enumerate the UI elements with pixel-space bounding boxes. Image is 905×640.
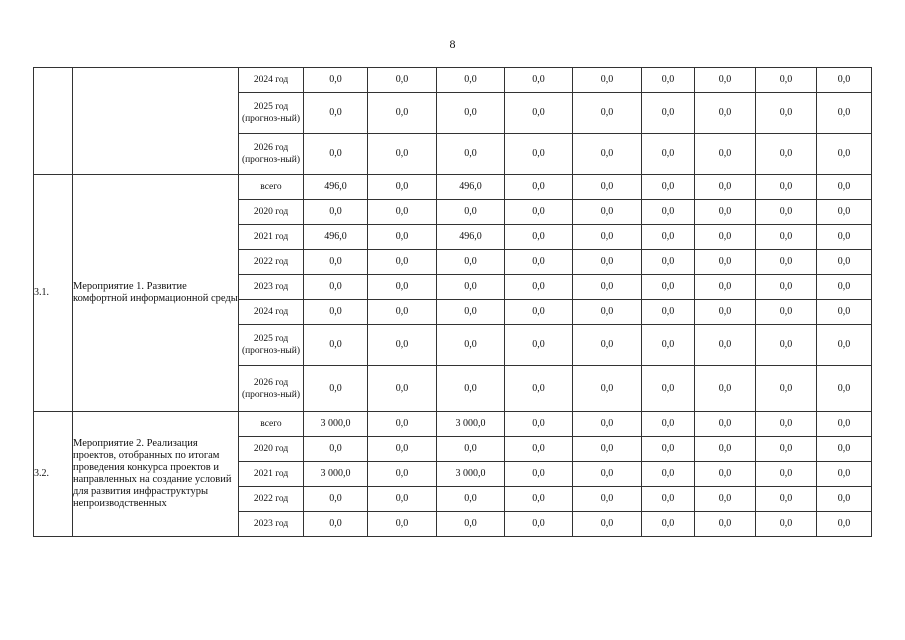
value-cell: 0,0	[505, 366, 573, 412]
value-cell: 0,0	[573, 275, 642, 300]
value-cell: 0,0	[817, 225, 872, 250]
value-cell: 0,0	[573, 200, 642, 225]
value-cell: 0,0	[642, 462, 695, 487]
value-cell: 0,0	[368, 68, 437, 93]
value-cell: 0,0	[304, 487, 368, 512]
value-cell: 496,0	[437, 225, 505, 250]
value-cell: 0,0	[756, 300, 817, 325]
value-cell: 0,0	[368, 412, 437, 437]
value-cell: 0,0	[695, 250, 756, 275]
value-cell: 0,0	[756, 68, 817, 93]
value-cell: 0,0	[437, 325, 505, 366]
value-cell: 0,0	[437, 200, 505, 225]
value-cell: 0,0	[817, 300, 872, 325]
value-cell: 0,0	[304, 366, 368, 412]
value-cell: 0,0	[368, 325, 437, 366]
value-cell: 3 000,0	[437, 412, 505, 437]
value-cell: 0,0	[505, 225, 573, 250]
value-cell: 0,0	[642, 512, 695, 537]
value-cell: 0,0	[505, 487, 573, 512]
value-cell: 496,0	[304, 225, 368, 250]
value-cell: 0,0	[505, 325, 573, 366]
value-cell: 0,0	[695, 487, 756, 512]
value-cell: 0,0	[695, 275, 756, 300]
value-cell: 0,0	[817, 175, 872, 200]
value-cell: 0,0	[505, 200, 573, 225]
value-cell: 0,0	[437, 512, 505, 537]
value-cell: 0,0	[817, 437, 872, 462]
value-cell: 0,0	[817, 366, 872, 412]
value-cell: 0,0	[642, 200, 695, 225]
value-cell: 0,0	[817, 412, 872, 437]
value-cell: 0,0	[695, 68, 756, 93]
value-cell: 0,0	[817, 134, 872, 175]
value-cell: 0,0	[642, 68, 695, 93]
value-cell: 496,0	[437, 175, 505, 200]
value-cell: 0,0	[437, 68, 505, 93]
value-cell: 0,0	[817, 250, 872, 275]
item-name-cell: Мероприятие 1. Развитие комфортной информационной среды	[73, 175, 239, 412]
value-cell: 0,0	[304, 93, 368, 134]
item-name-cell: Мероприятие 2. Реализация проектов, отобранных по итогам проведения конкурса проектов и направленных на создание условий для развития инфраструктуры непроизводственных	[73, 412, 239, 537]
value-cell: 0,0	[817, 462, 872, 487]
value-cell: 0,0	[368, 462, 437, 487]
value-cell: 0,0	[695, 93, 756, 134]
value-cell: 0,0	[695, 412, 756, 437]
value-cell: 0,0	[573, 175, 642, 200]
value-cell: 0,0	[695, 134, 756, 175]
value-cell: 0,0	[368, 134, 437, 175]
value-cell: 0,0	[505, 68, 573, 93]
value-cell: 0,0	[505, 437, 573, 462]
value-cell: 0,0	[695, 300, 756, 325]
value-cell: 0,0	[505, 300, 573, 325]
value-cell: 0,0	[756, 437, 817, 462]
value-cell: 0,0	[817, 325, 872, 366]
value-cell: 0,0	[642, 487, 695, 512]
value-cell: 0,0	[573, 412, 642, 437]
value-cell: 0,0	[817, 93, 872, 134]
year-cell: всего	[239, 175, 304, 200]
value-cell: 0,0	[573, 225, 642, 250]
value-cell: 0,0	[573, 250, 642, 275]
year-cell: 2020 год	[239, 200, 304, 225]
value-cell: 0,0	[505, 175, 573, 200]
value-cell: 0,0	[695, 175, 756, 200]
value-cell: 0,0	[304, 200, 368, 225]
value-cell: 0,0	[756, 175, 817, 200]
value-cell: 0,0	[642, 437, 695, 462]
value-cell: 0,0	[368, 93, 437, 134]
year-cell: 2023 год	[239, 275, 304, 300]
value-cell: 0,0	[642, 225, 695, 250]
value-cell: 0,0	[368, 200, 437, 225]
value-cell: 0,0	[368, 175, 437, 200]
value-cell: 0,0	[756, 366, 817, 412]
value-cell: 0,0	[304, 512, 368, 537]
table-row	[34, 68, 872, 93]
value-cell: 0,0	[505, 512, 573, 537]
item-number-cell: 3.1.	[34, 175, 73, 412]
year-cell: 2022 год	[239, 250, 304, 275]
value-cell: 0,0	[505, 93, 573, 134]
value-cell: 0,0	[304, 250, 368, 275]
value-cell: 0,0	[368, 275, 437, 300]
value-cell: 0,0	[304, 325, 368, 366]
value-cell: 0,0	[642, 175, 695, 200]
value-cell: 0,0	[695, 437, 756, 462]
value-cell: 0,0	[695, 366, 756, 412]
value-cell: 0,0	[368, 366, 437, 412]
value-cell: 0,0	[756, 412, 817, 437]
value-cell: 0,0	[437, 275, 505, 300]
value-cell: 0,0	[573, 93, 642, 134]
value-cell: 0,0	[756, 325, 817, 366]
year-cell: 2024 год	[239, 68, 304, 93]
value-cell: 0,0	[642, 325, 695, 366]
value-cell: 0,0	[817, 512, 872, 537]
value-cell: 0,0	[437, 250, 505, 275]
value-cell: 0,0	[505, 275, 573, 300]
value-cell: 0,0	[304, 437, 368, 462]
page-number: 8	[449, 37, 456, 51]
value-cell: 0,0	[695, 512, 756, 537]
value-cell: 0,0	[368, 300, 437, 325]
value-cell: 3 000,0	[437, 462, 505, 487]
value-cell: 0,0	[573, 437, 642, 462]
year-cell: 2022 год	[239, 487, 304, 512]
table-row	[34, 175, 872, 200]
value-cell: 0,0	[437, 487, 505, 512]
value-cell: 0,0	[505, 134, 573, 175]
item-number-cell: 3.2.	[34, 412, 73, 537]
value-cell: 0,0	[756, 225, 817, 250]
value-cell: 0,0	[573, 487, 642, 512]
value-cell: 0,0	[368, 225, 437, 250]
value-cell: 3 000,0	[304, 412, 368, 437]
value-cell: 0,0	[695, 462, 756, 487]
year-cell: 2026 год (прогноз-ный)	[239, 134, 304, 175]
value-cell: 0,0	[573, 68, 642, 93]
value-cell: 0,0	[304, 275, 368, 300]
value-cell: 0,0	[368, 487, 437, 512]
value-cell: 0,0	[817, 275, 872, 300]
value-cell: 0,0	[304, 68, 368, 93]
value-cell: 0,0	[573, 134, 642, 175]
table-row	[34, 412, 872, 437]
value-cell: 0,0	[695, 225, 756, 250]
year-cell: 2021 год	[239, 462, 304, 487]
value-cell: 0,0	[437, 134, 505, 175]
value-cell: 0,0	[505, 462, 573, 487]
value-cell: 0,0	[573, 325, 642, 366]
value-cell: 0,0	[642, 250, 695, 275]
value-cell: 0,0	[437, 366, 505, 412]
year-cell: 2025 год (прогноз-ный)	[239, 93, 304, 134]
value-cell: 0,0	[756, 250, 817, 275]
value-cell: 0,0	[642, 275, 695, 300]
year-cell: 2024 год	[239, 300, 304, 325]
value-cell: 0,0	[756, 487, 817, 512]
item-name-cell	[73, 68, 239, 175]
value-cell: 0,0	[642, 366, 695, 412]
value-cell: 0,0	[817, 68, 872, 93]
year-cell: 2020 год	[239, 437, 304, 462]
value-cell: 0,0	[573, 462, 642, 487]
value-cell: 0,0	[756, 275, 817, 300]
value-cell: 0,0	[817, 487, 872, 512]
value-cell: 0,0	[756, 512, 817, 537]
value-cell: 0,0	[817, 200, 872, 225]
value-cell: 0,0	[437, 93, 505, 134]
value-cell: 0,0	[368, 250, 437, 275]
value-cell: 0,0	[642, 134, 695, 175]
year-cell: всего	[239, 412, 304, 437]
value-cell: 3 000,0	[304, 462, 368, 487]
value-cell: 0,0	[756, 200, 817, 225]
value-cell: 0,0	[505, 250, 573, 275]
year-cell: 2026 год (прогноз-ный)	[239, 366, 304, 412]
value-cell: 0,0	[642, 300, 695, 325]
value-cell: 0,0	[304, 300, 368, 325]
value-cell: 496,0	[304, 175, 368, 200]
value-cell: 0,0	[437, 437, 505, 462]
value-cell: 0,0	[756, 93, 817, 134]
value-cell: 0,0	[437, 300, 505, 325]
year-cell: 2025 год (прогноз-ный)	[239, 325, 304, 366]
value-cell: 0,0	[695, 200, 756, 225]
value-cell: 0,0	[642, 93, 695, 134]
value-cell: 0,0	[368, 437, 437, 462]
value-cell: 0,0	[695, 325, 756, 366]
value-cell: 0,0	[573, 300, 642, 325]
budget-table	[33, 67, 872, 537]
value-cell: 0,0	[573, 366, 642, 412]
value-cell: 0,0	[573, 512, 642, 537]
value-cell: 0,0	[756, 134, 817, 175]
value-cell: 0,0	[756, 462, 817, 487]
year-cell: 2023 год	[239, 512, 304, 537]
year-cell: 2021 год	[239, 225, 304, 250]
item-number-cell	[34, 68, 73, 175]
value-cell: 0,0	[368, 512, 437, 537]
value-cell: 0,0	[304, 134, 368, 175]
value-cell: 0,0	[642, 412, 695, 437]
value-cell: 0,0	[505, 412, 573, 437]
